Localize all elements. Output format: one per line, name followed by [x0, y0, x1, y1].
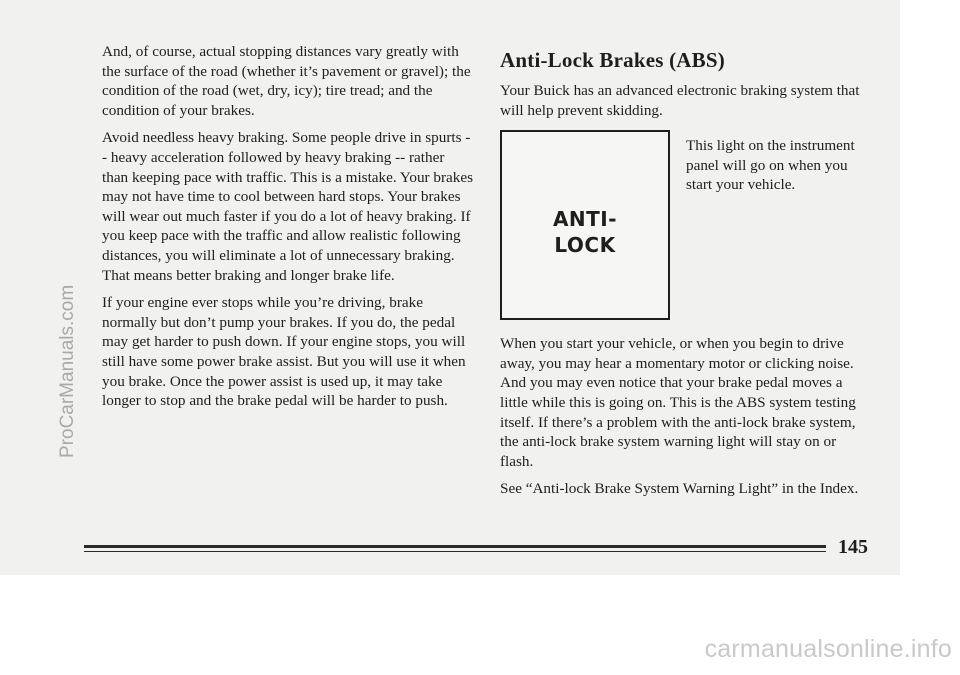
footer-rule-thin: [84, 551, 826, 552]
paragraph-engine-stops: If your engine ever stops while you’re driving, brake normally but don’t pump your brakes. If you do, the pedal may get harder to push down. If your engine stops, you will still have some power brake assist. But you will use it when you brake. Once the power assist is used up, it may take longer to stop and the brake pedal will be harder to push.: [102, 294, 466, 410]
anti-lock-lamp-label: [502, 206, 668, 258]
side-watermark: ProCarManuals.com: [57, 284, 78, 458]
anti-lock-warning-lamp: [500, 130, 670, 320]
paragraph-see-index: See “Anti-lock Brake System Warning Light” in the Index.: [500, 480, 859, 498]
warning-lamp-figure: [500, 130, 872, 326]
section-heading-abs: Anti-Lock Brakes (ABS): [500, 48, 725, 72]
footer-rule-thick: [84, 545, 826, 548]
paragraph-abs-self-test: When you start your vehicle, or when you begin to drive away, you may hear a momentary motor or clicking noise. And you may even notice that your brake pedal moves a little while this is going on. This is the ABS system testing itself. If there’s a problem with the anti-lock brake system, the anti-lock brake system warning light will stay on or flash.: [500, 335, 856, 470]
footer-watermark: carmanualsonline.info: [704, 635, 952, 663]
right-column: [500, 44, 872, 507]
lamp-label-line-2: LOCK: [554, 233, 616, 258]
paragraph-stopping-distances: And, of course, actual stopping distances vary greatly with the surface of the road (whether it’s pavement or gravel); the condition of the road (wet, dry, icy); tire tread; and the condition of your brakes.: [102, 43, 471, 119]
paragraph-abs-intro: Your Buick has an advanced electronic braking system that will help prevent skidding.: [500, 82, 860, 119]
page-number: 145: [838, 536, 868, 558]
lamp-caption: This light on the instrument panel will go on when you start your vehicle.: [686, 137, 855, 194]
lamp-label-line-1: ANTI-: [552, 207, 618, 232]
left-column: [102, 42, 474, 419]
paragraph-heavy-braking: Avoid needless heavy braking. Some people drive in spurts -- heavy acceleration followed by heavy braking -- rather than keeping pace with traffic. This is a mistake. Your brakes may not have time to cool between hard stops. Your brakes will wear out much faster if you do a lot of heavy braking. If you keep pace with the traffic and allow realistic following distances, you will eliminate a lot of unnecessary braking. That means better braking and longer brake life.: [102, 129, 474, 284]
